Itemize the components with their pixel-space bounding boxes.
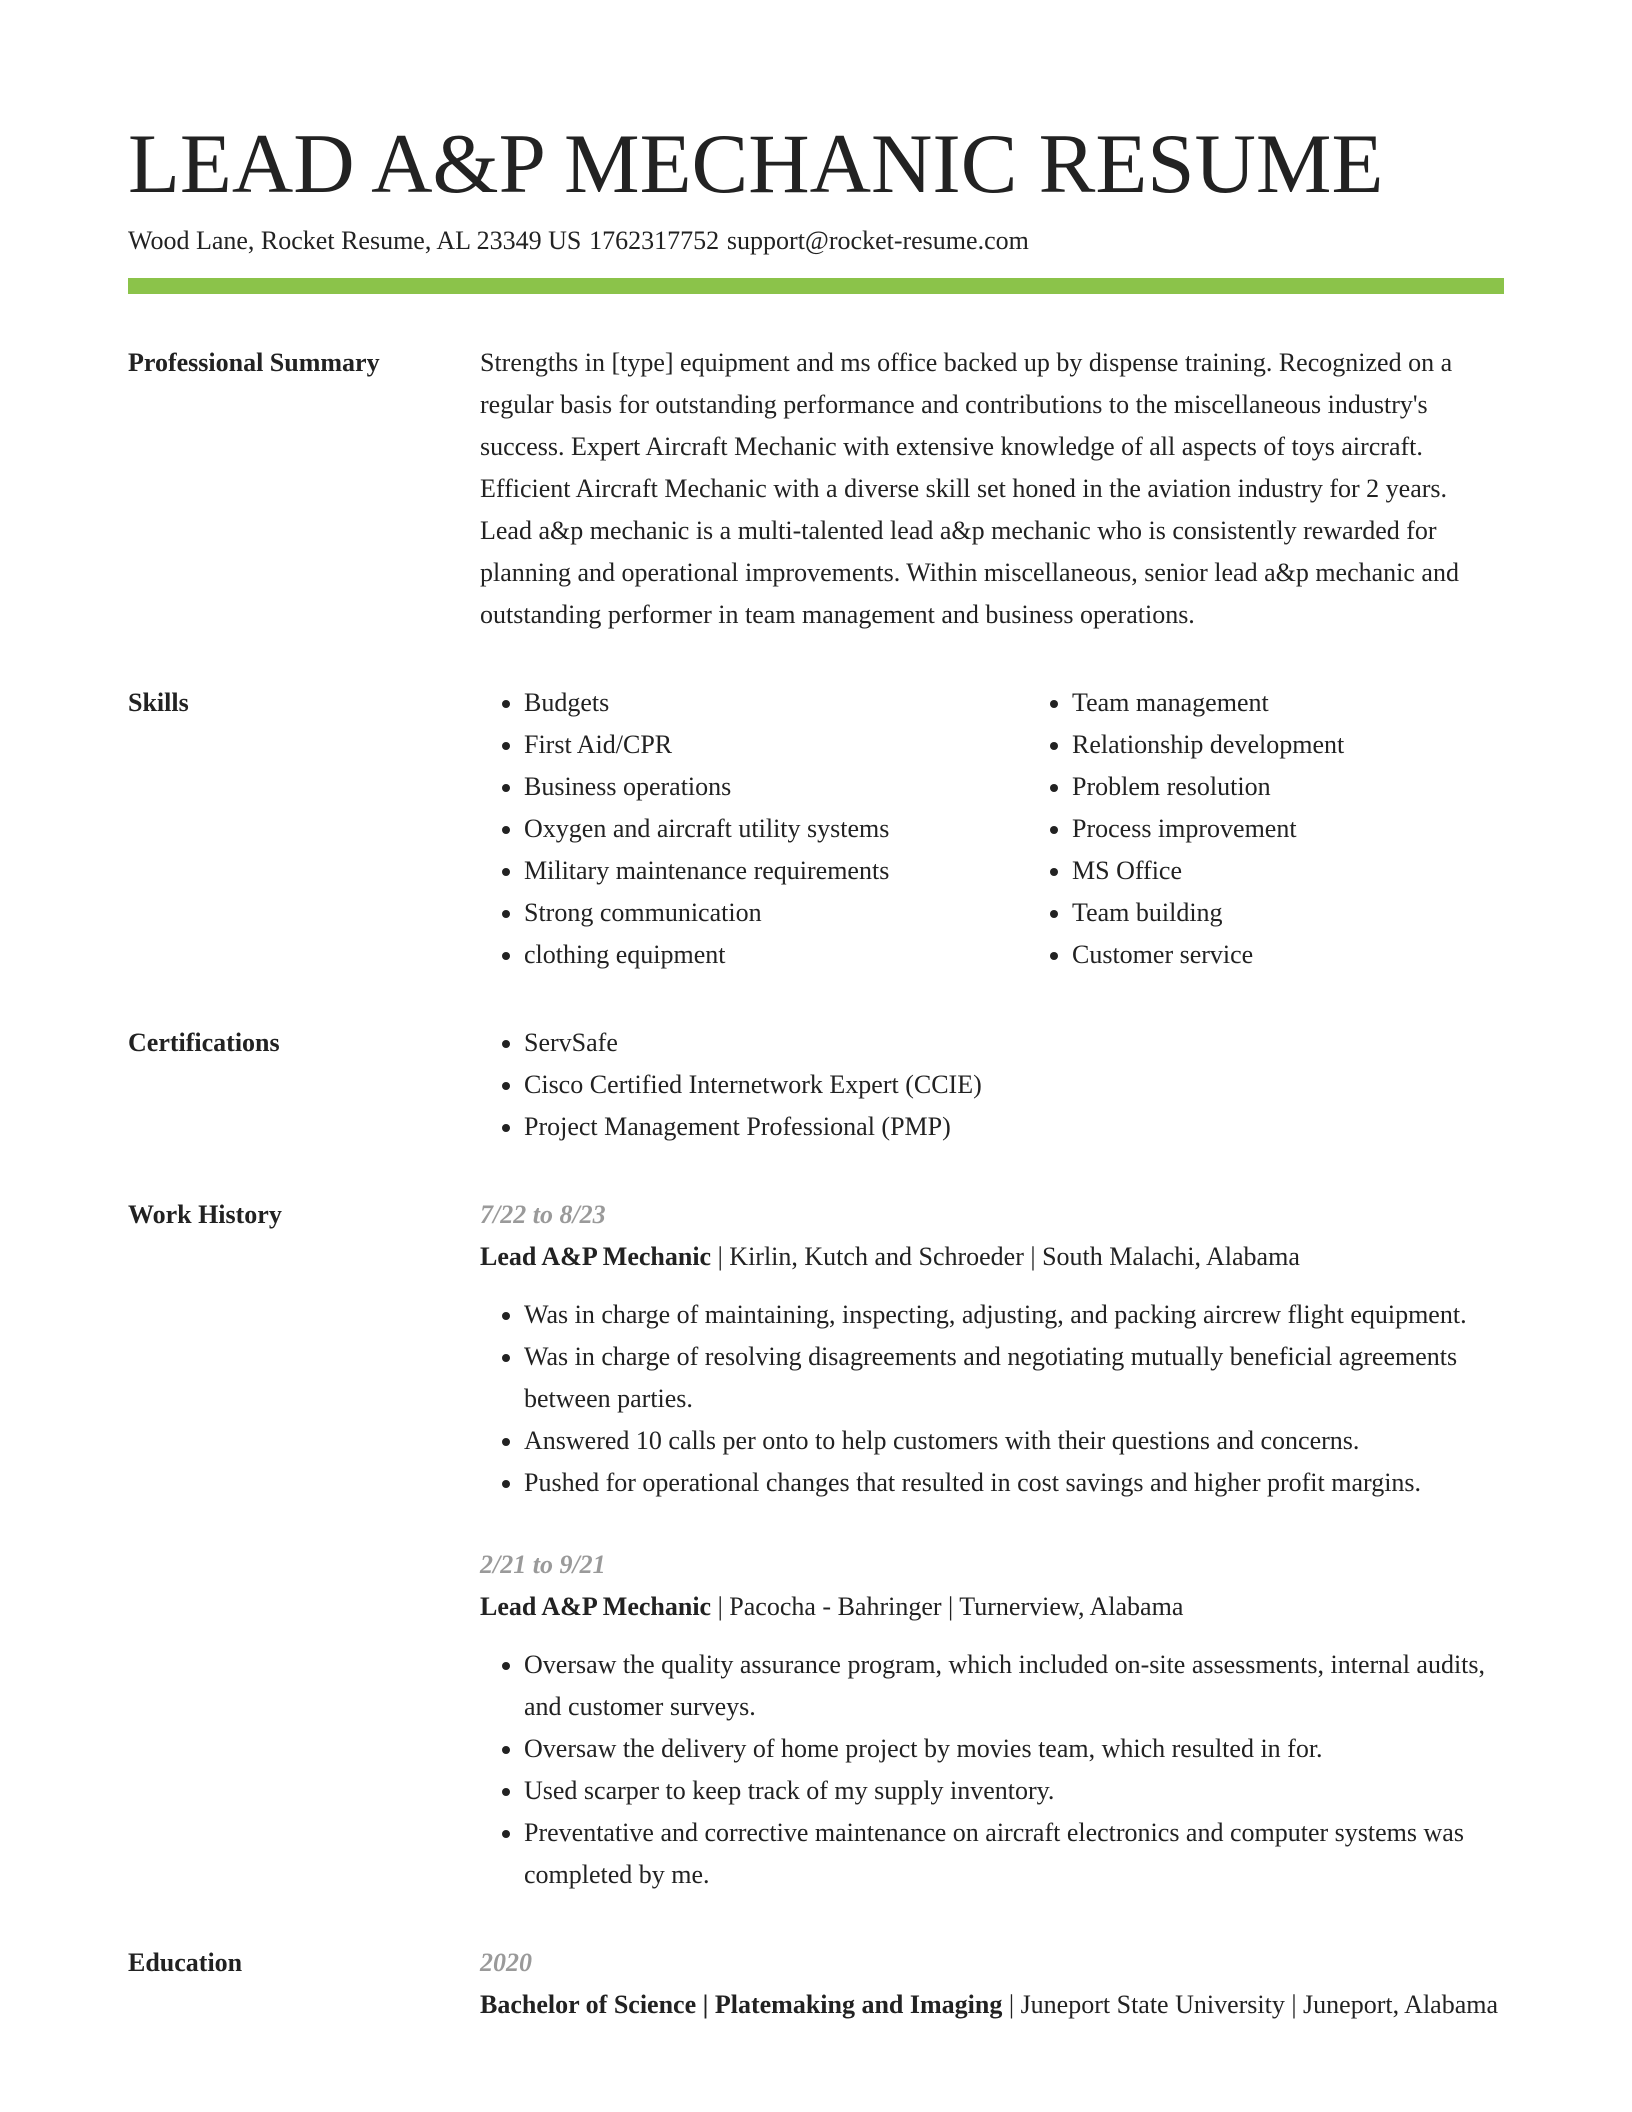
work-history-section [128, 1194, 1504, 1896]
job-title: Lead A&P Mechanic [480, 1241, 712, 1271]
certifications-section [128, 1022, 1504, 1148]
summary-section [128, 342, 1504, 636]
skills-list-left [480, 682, 1028, 976]
education-header [480, 1984, 1504, 2026]
skill-item: • First Aid/CPR [524, 724, 1028, 766]
skill-item: • Team building [1072, 892, 1576, 934]
skill-item: • Customer service [1072, 934, 1576, 976]
contact-phone: 1762317752 [589, 225, 720, 255]
skills-list-right [1028, 682, 1576, 976]
skills-section [128, 682, 1504, 976]
certification-item: • ServSafe [524, 1022, 1504, 1064]
job-entry [480, 1194, 1504, 1504]
contact-email: support@rocket-resume.com [726, 225, 1029, 255]
contact-line [128, 222, 1504, 260]
education-section [128, 1942, 1504, 2026]
skill-item: • Process improvement [1072, 808, 1576, 850]
skill-item: • Strong communication [524, 892, 1028, 934]
job-bullet: • Used scarper to keep track of my supply inventory. [524, 1770, 1504, 1812]
job-bullet: • Answered 10 calls per onto to help customers with their questions and concerns. [524, 1420, 1504, 1462]
education-date: 2020 [480, 1947, 532, 1977]
resume-page [128, 118, 1504, 2026]
skill-item: • MS Office [1072, 850, 1576, 892]
skill-item: • Team management [1072, 682, 1576, 724]
job-bullet: • Oversaw the delivery of home project by movies team, which resulted in for. [524, 1728, 1504, 1770]
education-details: | Juneport State University | Juneport, Alabama [1002, 1989, 1499, 2019]
skill-item: • clothing equipment [524, 934, 1028, 976]
job-details: | Kirlin, Kutch and Schroeder | South Malachi, Alabama [711, 1241, 1300, 1271]
skills-heading: Skills [128, 687, 189, 717]
job-bullets [480, 1644, 1504, 1896]
work-history-heading: Work History [128, 1199, 282, 1229]
certification-item: • Project Management Professional (PMP) [524, 1106, 1504, 1148]
job-date: 2/21 to 9/21 [480, 1549, 606, 1579]
job-bullet: • Pushed for operational changes that resulted in cost savings and higher profit margins. [524, 1462, 1504, 1504]
skill-item: • Budgets [524, 682, 1028, 724]
skill-item: • Relationship development [1072, 724, 1576, 766]
skill-item: • Oxygen and aircraft utility systems [524, 808, 1028, 850]
job-bullet: • Was in charge of maintaining, inspecting, adjusting, and packing aircrew flight equipment. [524, 1294, 1504, 1336]
job-bullet: • Preventative and corrective maintenance on aircraft electronics and computer systems was completed by me. [524, 1812, 1504, 1896]
job-bullet: • Was in charge of resolving disagreements and negotiating mutually beneficial agreements between parties. [524, 1336, 1504, 1420]
education-heading: Education [128, 1947, 243, 1977]
resume-title: LEAD A&P MECHANIC RESUME [128, 117, 1384, 211]
job-bullet: • Oversaw the quality assurance program, which included on-site assessments, internal audits, and customer surveys. [524, 1644, 1504, 1728]
job-entry [480, 1544, 1504, 1896]
certifications-list [480, 1022, 1504, 1148]
education-degree: Bachelor of Science | Platemaking and Imaging [480, 1989, 1003, 2019]
job-date: 7/22 to 8/23 [480, 1199, 606, 1229]
header-divider [128, 278, 1504, 294]
job-header [480, 1236, 1504, 1278]
skill-item: • Problem resolution [1072, 766, 1576, 808]
summary-text: Strengths in [type] equipment and ms office backed up by dispense training. Recognized on a regular basis for outstanding performance and contributions to the miscellaneous industry's success. Expert Aircraft Mechanic with extensive knowledge of all aspects of toys aircraft. Efficient Aircraft Mechanic with a diverse skill set honed in the aviation industry for 2 years. Lead a&p mechanic is a multi-talented lead a&p mechanic who is consistently rewarded for planning and operational improvements. Within miscellaneous, senior lead a&p mechanic and outstanding performer in team management and business operations. [480, 347, 1459, 629]
contact-address: Wood Lane, Rocket Resume, AL 23349 US [128, 225, 582, 255]
job-header [480, 1586, 1504, 1628]
certifications-heading: Certifications [128, 1027, 280, 1057]
skill-item: • Military maintenance requirements [524, 850, 1028, 892]
job-bullets [480, 1294, 1504, 1504]
job-title: Lead A&P Mechanic [480, 1591, 712, 1621]
skill-item: • Business operations [524, 766, 1028, 808]
job-details: | Pacocha - Bahringer | Turnerview, Alabama [711, 1591, 1184, 1621]
certification-item: • Cisco Certified Internetwork Expert (CCIE) [524, 1064, 1504, 1106]
summary-heading: Professional Summary [128, 347, 380, 377]
